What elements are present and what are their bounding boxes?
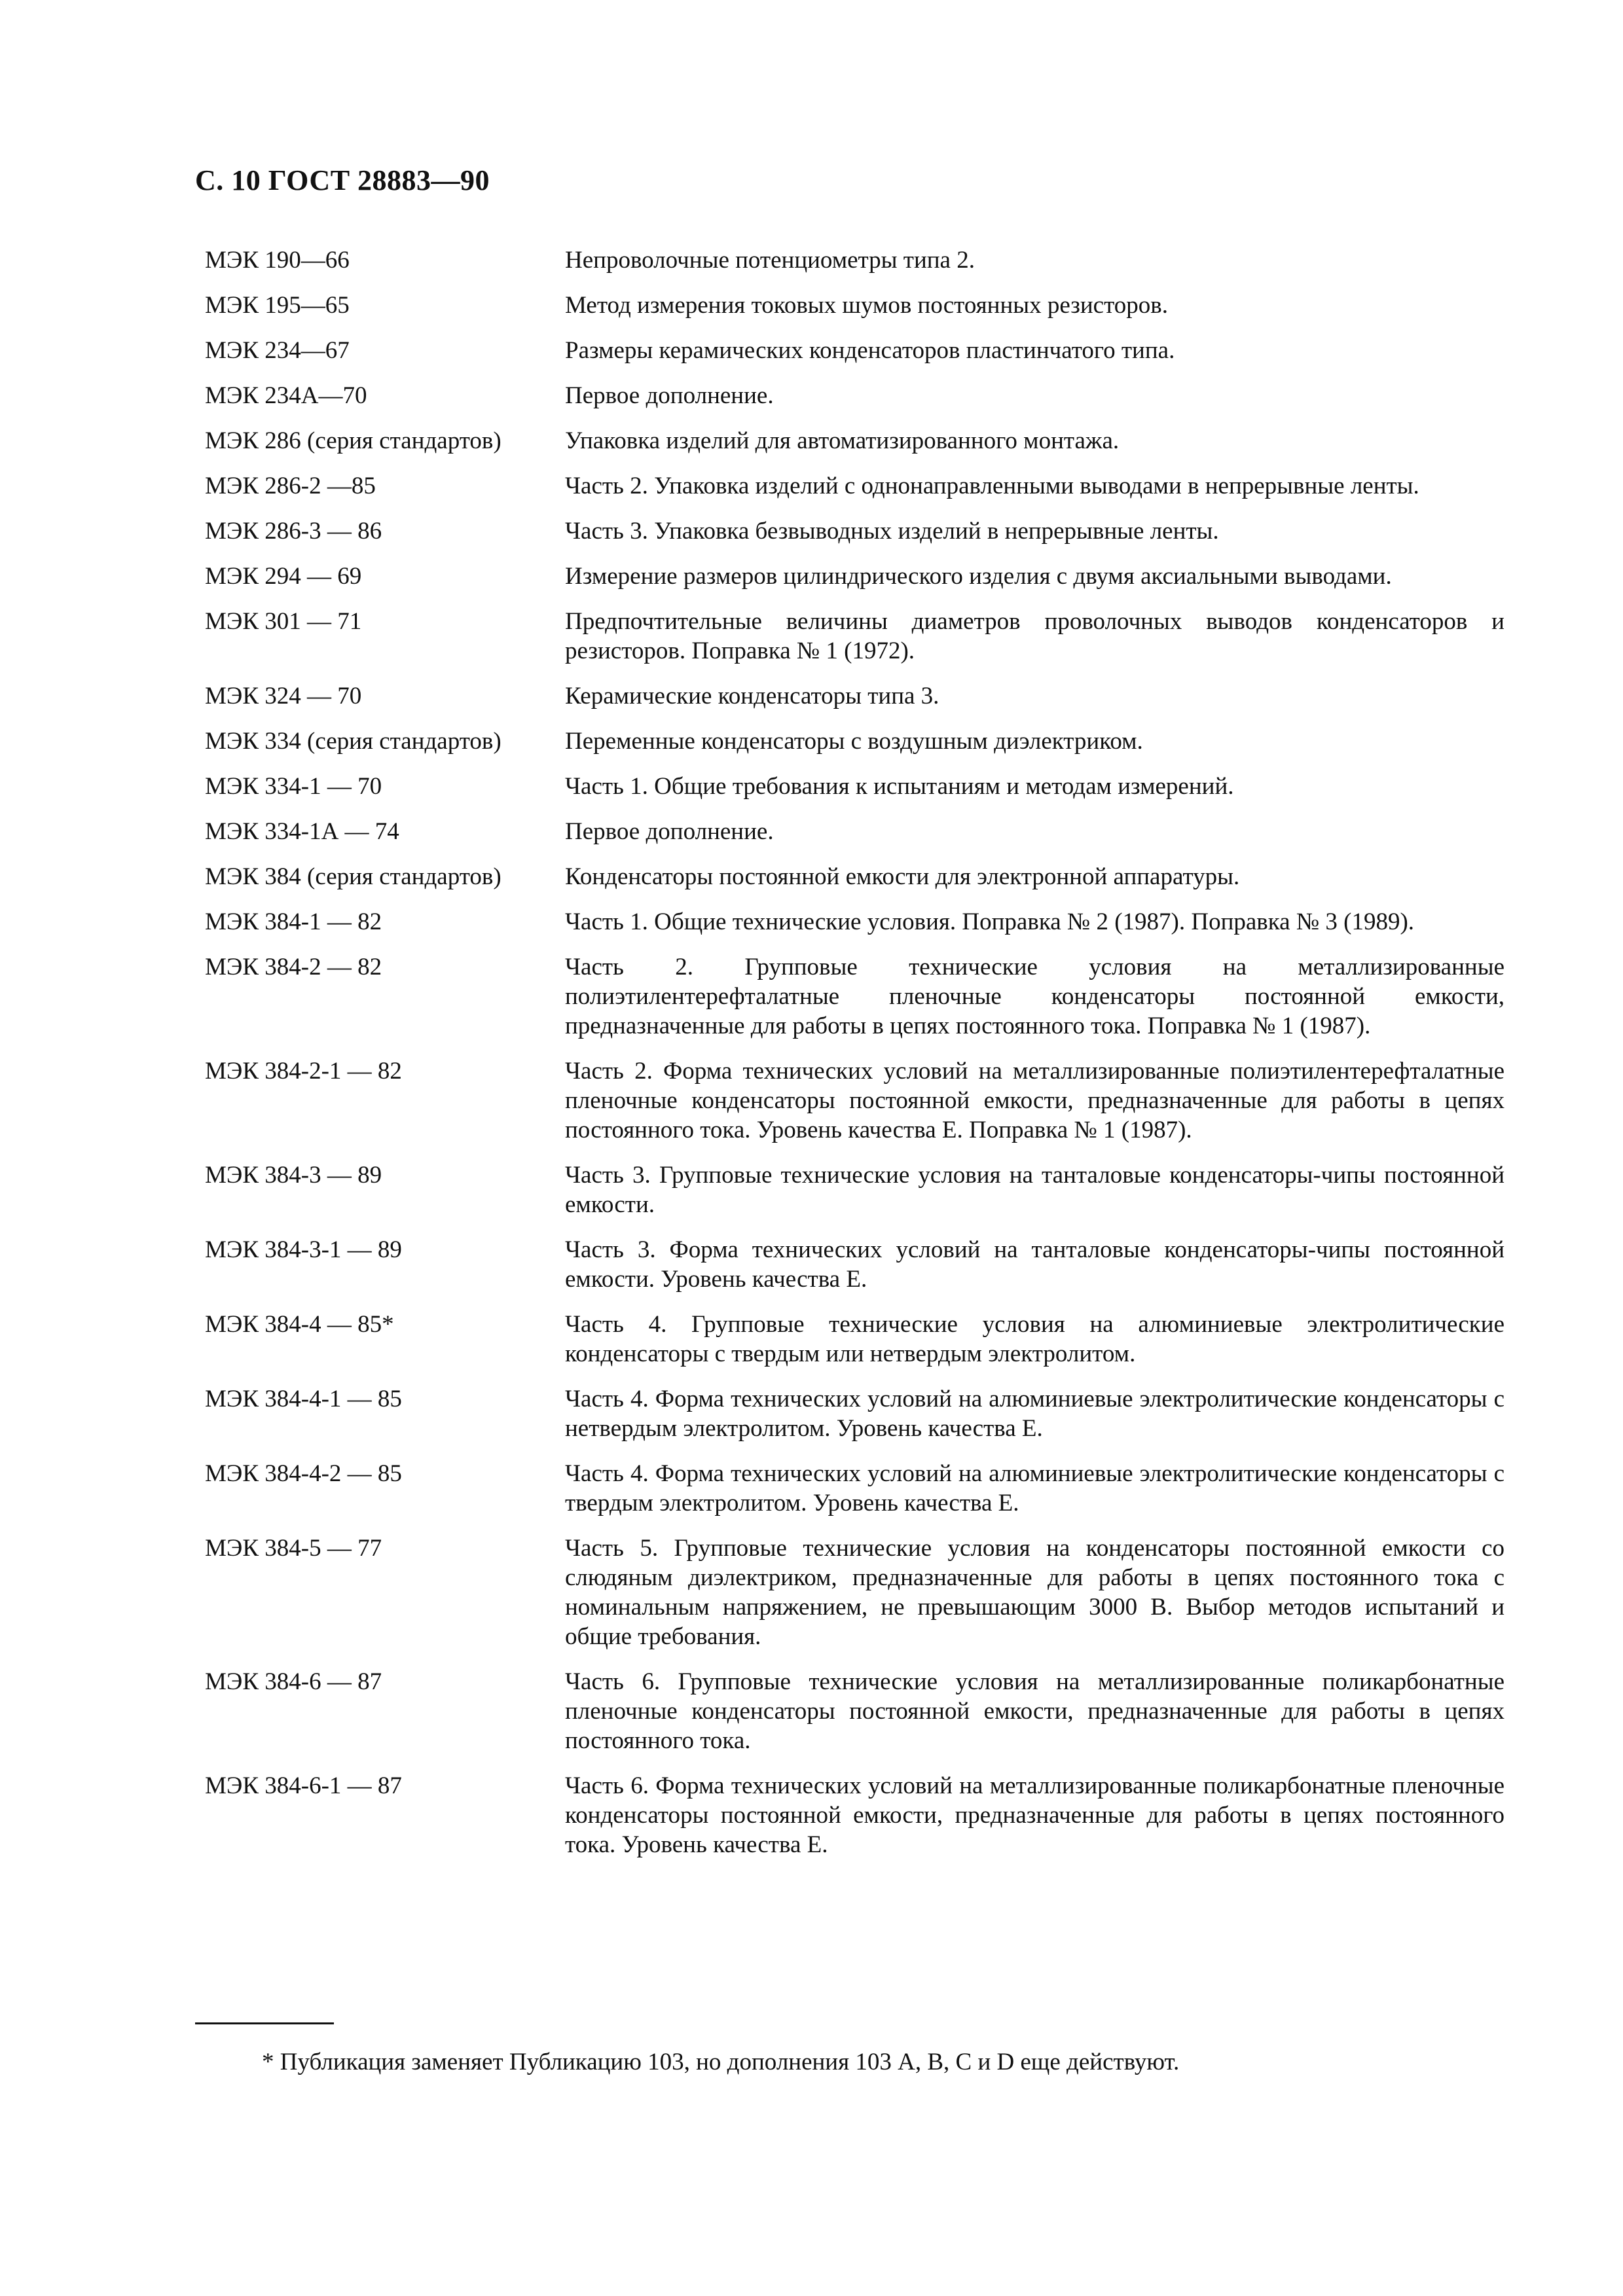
list-item bbox=[205, 336, 1504, 365]
standard-title: Переменные конденсаторы с воздушным диэлектриком. bbox=[565, 728, 1143, 755]
standard-code: МЭК 384 (серия стандартов) bbox=[205, 863, 501, 890]
list-item bbox=[205, 907, 1504, 937]
standard-code: МЭК 384-6 — 87 bbox=[205, 1668, 382, 1695]
standard-code: МЭК 384-4 — 85* bbox=[205, 1311, 394, 1338]
list-item bbox=[205, 1056, 1504, 1145]
list-item bbox=[205, 1160, 1504, 1219]
list-item bbox=[205, 562, 1504, 591]
standard-title: Первое дополнение. bbox=[565, 818, 774, 845]
standard-title: Часть 4. Групповые технические условия на алюминиевые электролитические конденсаторы с твердым или нетвердым электролитом. bbox=[565, 1311, 1504, 1367]
list-item bbox=[205, 516, 1504, 546]
list-item bbox=[205, 681, 1504, 711]
standard-code: МЭК 301 — 71 bbox=[205, 608, 362, 635]
list-item bbox=[205, 1667, 1504, 1755]
standard-code: МЭК 384-4-1 — 85 bbox=[205, 1386, 402, 1412]
standard-code: МЭК 384-2 — 82 bbox=[205, 954, 382, 980]
standard-title: Первое дополнение. bbox=[565, 382, 774, 409]
standard-title: Керамические конденсаторы типа 3. bbox=[565, 683, 939, 709]
standard-code: МЭК 384-2-1 — 82 bbox=[205, 1058, 402, 1085]
standard-code: МЭК 286 (серия стандартов) bbox=[205, 427, 501, 454]
standard-title: Часть 3. Упаковка безвыводных изделий в непрерывные ленты. bbox=[565, 518, 1219, 545]
standard-title: Предпочтительные величины диаметров проволочных выводов конденсаторов и резисторов. Поправка № 1 (1972). bbox=[565, 608, 1504, 664]
standard-code: МЭК 294 — 69 bbox=[205, 563, 362, 590]
standard-code: МЭК 195—65 bbox=[205, 292, 350, 319]
list-item bbox=[205, 1384, 1504, 1443]
list-item bbox=[205, 862, 1504, 891]
standard-title: Часть 4. Форма технических условий на алюминиевые электролитические конденсаторы с нетвердым электролитом. Уровень качества Е. bbox=[565, 1386, 1504, 1442]
list-item bbox=[205, 1771, 1504, 1859]
list-item bbox=[205, 1459, 1504, 1518]
list-item bbox=[205, 726, 1504, 756]
standard-title: Конденсаторы постоянной емкости для электронной аппаратуры. bbox=[565, 863, 1240, 890]
footnote: * Публикация заменяет Публикацию 103, но дополнения 103 А, В, С и D еще действуют. bbox=[262, 2049, 1180, 2075]
standard-title: Часть 2. Групповые технические условия на металлизированные полиэтилентерефталатные пленочные конденсаторы постоянной емкости, предназначенные для работы в цепях постоянного тока. Поправка № 1 (1987). bbox=[565, 954, 1504, 1039]
standard-title: Часть 3. Групповые технические условия на танталовые конденсаторы-чипы постоянной емкости. bbox=[565, 1162, 1504, 1218]
list-item bbox=[205, 245, 1504, 275]
standard-title: Размеры керамических конденсаторов пластинчатого типа. bbox=[565, 337, 1175, 364]
standard-code: МЭК 286-2 —85 bbox=[205, 473, 376, 499]
standard-title: Часть 2. Форма технических условий на металлизированные полиэтилентерефталатные пленочные конденсаторы постоянной емкости, предназначенные для работы в цепях постоянного тока. Уровень качества Е. Поправка № 1 (1987). bbox=[565, 1058, 1504, 1143]
list-item bbox=[205, 471, 1504, 501]
standard-title: Часть 2. Упаковка изделий с однонаправленными выводами в непрерывные ленты. bbox=[565, 473, 1419, 499]
standard-code: МЭК 234—67 bbox=[205, 337, 350, 364]
list-item bbox=[205, 381, 1504, 410]
list-item bbox=[205, 607, 1504, 666]
standards-list bbox=[205, 245, 1504, 1875]
standard-code: МЭК 334-1 — 70 bbox=[205, 773, 382, 800]
standard-code: МЭК 334 (серия стандартов) bbox=[205, 728, 501, 755]
standard-code: МЭК 384-3-1 — 89 bbox=[205, 1236, 402, 1263]
standard-code: МЭК 286-3 — 86 bbox=[205, 518, 382, 545]
page-header: С. 10 ГОСТ 28883—90 bbox=[195, 164, 490, 196]
standard-title: Часть 3. Форма технических условий на танталовые конденсаторы-чипы постоянной емкости. Уровень качества Е. bbox=[565, 1236, 1504, 1293]
standard-code: МЭК 234А—70 bbox=[205, 382, 367, 409]
list-item bbox=[205, 952, 1504, 1041]
standard-code: МЭК 384-5 — 77 bbox=[205, 1535, 382, 1562]
list-item bbox=[205, 1235, 1504, 1294]
standard-code: МЭК 334-1А — 74 bbox=[205, 818, 399, 845]
standard-code: МЭК 384-3 — 89 bbox=[205, 1162, 382, 1189]
standard-title: Непроволочные потенциометры типа 2. bbox=[565, 247, 975, 274]
standard-title: Часть 6. Групповые технические условия на металлизированные поликарбонатные пленочные конденсаторы постоянной емкости, предназначенные для работы в цепях постоянного тока. bbox=[565, 1668, 1504, 1754]
footnote-divider bbox=[195, 2022, 334, 2024]
standard-title: Часть 1. Общие требования к испытаниям и методам измерений. bbox=[565, 773, 1234, 800]
list-item bbox=[205, 1534, 1504, 1651]
standard-title: Измерение размеров цилиндрического изделия с двумя аксиальными выводами. bbox=[565, 563, 1392, 590]
standard-code: МЭК 384-4-2 — 85 bbox=[205, 1460, 402, 1487]
standard-title: Часть 5. Групповые технические условия на конденсаторы постоянной емкости со слюдяным диэлектриком, предназначенные для работы в цепях постоянного тока с номинальным напряжением, не превышающим 3000 В. Выбор методов испытаний и общие требования. bbox=[565, 1535, 1504, 1650]
standard-title: Метод измерения токовых шумов постоянных резисторов. bbox=[565, 292, 1169, 319]
standard-title: Часть 1. Общие технические условия. Поправка № 2 (1987). Поправка № 3 (1989). bbox=[565, 908, 1415, 935]
list-item bbox=[205, 772, 1504, 801]
standard-title: Часть 6. Форма технических условий на металлизированные поликарбонатные пленочные конденсаторы постоянной емкости, предназначенные для работы в цепях постоянного тока. Уровень качества Е. bbox=[565, 1772, 1504, 1858]
list-item bbox=[205, 1310, 1504, 1369]
standard-code: МЭК 190—66 bbox=[205, 247, 350, 274]
standard-code: МЭК 384-1 — 82 bbox=[205, 908, 382, 935]
standard-code: МЭК 384-6-1 — 87 bbox=[205, 1772, 402, 1799]
list-item bbox=[205, 817, 1504, 846]
list-item bbox=[205, 426, 1504, 456]
standard-title: Упаковка изделий для автоматизированного монтажа. bbox=[565, 427, 1120, 454]
standard-title: Часть 4. Форма технических условий на алюминиевые электролитические конденсаторы с твердым электролитом. Уровень качества Е. bbox=[565, 1460, 1504, 1516]
standard-code: МЭК 324 — 70 bbox=[205, 683, 362, 709]
list-item bbox=[205, 291, 1504, 320]
